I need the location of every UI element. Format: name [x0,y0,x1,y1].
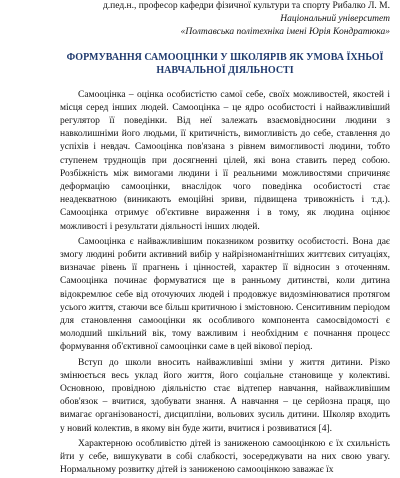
article-title-line-1: ФОРМУВАННЯ САМООЦІНКИ У ШКОЛЯРІВ ЯК УМОВА ЇХНЬОЇ [66,51,384,63]
author-credentials: д.пед.н., професор кафедри фізичної культури та спорту Рибалко Л. М. [102,1,390,11]
author-institution: «Полтавська політехніка імені Юрія Кондратюка» [180,27,390,38]
author-university: Національний університет [280,14,390,25]
paragraph: Самооцінка – оцінка особистістю самої себе, своїх можливостей, якостей і місця серед інших людей. Самооцінка – це ядро особистості і найважливіший регулятор її поведінки. Від неї залежать взаємовідносини людини з навколишніми його людьми, її критичність, вимогливість до себе, ставлення до успіхів і невдач. Самооцінка пов'язана з рівнем вимогливості людини, тобто ступенем труднощів при досягненні цілей, які вона ставить перед собою. Розбіжність між вимогами людини і її реальними можливостями спричиняє деформацію самооцінки, внаслідок чого поведінка особистості стає неадекватною (виникають емоційні зриви, підвищена тривожність і т.д.). Самооцінка отримує об'єктивне вираження і в тому, як людина оцінює можливості і результати діяльності інших людей. [60,89,390,232]
paragraph: Характерною особливістю дітей із заниженою самооцінкою є їх схильність йти у себе, вишукувати в собі слабкості, зосереджувати на них свою увагу. Нормальному розвитку дітей із заниженою самооцінкою заважає їх [60,438,390,476]
article-title [60,51,390,77]
author-block [60,0,390,40]
article-title-line-2: НАВЧАЛЬНОЇ ДІЯЛЬНОСТІ [156,64,294,76]
article-body [60,89,390,478]
paragraph: Вступ до школи вносить найважливіші зміни у життя дитини. Різко змінюється весь уклад його життя, його соціальне становище у колективі. Основною, провідною діяльністю стає відтепер навчання, найважливішим обов'язок – вчитися, здобувати знання. А навчання – це серйозна праця, що вимагає організованості, дисципліни, вольових зусиль дитини. Школяр входить у новий колектив, в якому він буде жити, вчитися і розвиватися [4]. [60,357,390,434]
paragraph: Самооцінка є найважливішим показником розвитку особистості. Вона дає змогу людині робити активний вибір у найрізноманітніших життєвих ситуаціях, визначає рівень її прагнень і цінностей, характер її відносин з оточенням. Самооцінка починає формуватися ще в ранньому дитинстві, коли дитина відокремлює себе від оточуючих людей і продовжує видозмінюватися протягом усього життя, стаючи все більш критичною і змістовною. Сенситивним періодом для становлення самооцінки як особливого компонента самосвідомості є молодший шкільний вік, тому важливим і необхідним є почнання процесс формування об'єктивної самооцінки саме в цей вікової період. [60,236,390,353]
